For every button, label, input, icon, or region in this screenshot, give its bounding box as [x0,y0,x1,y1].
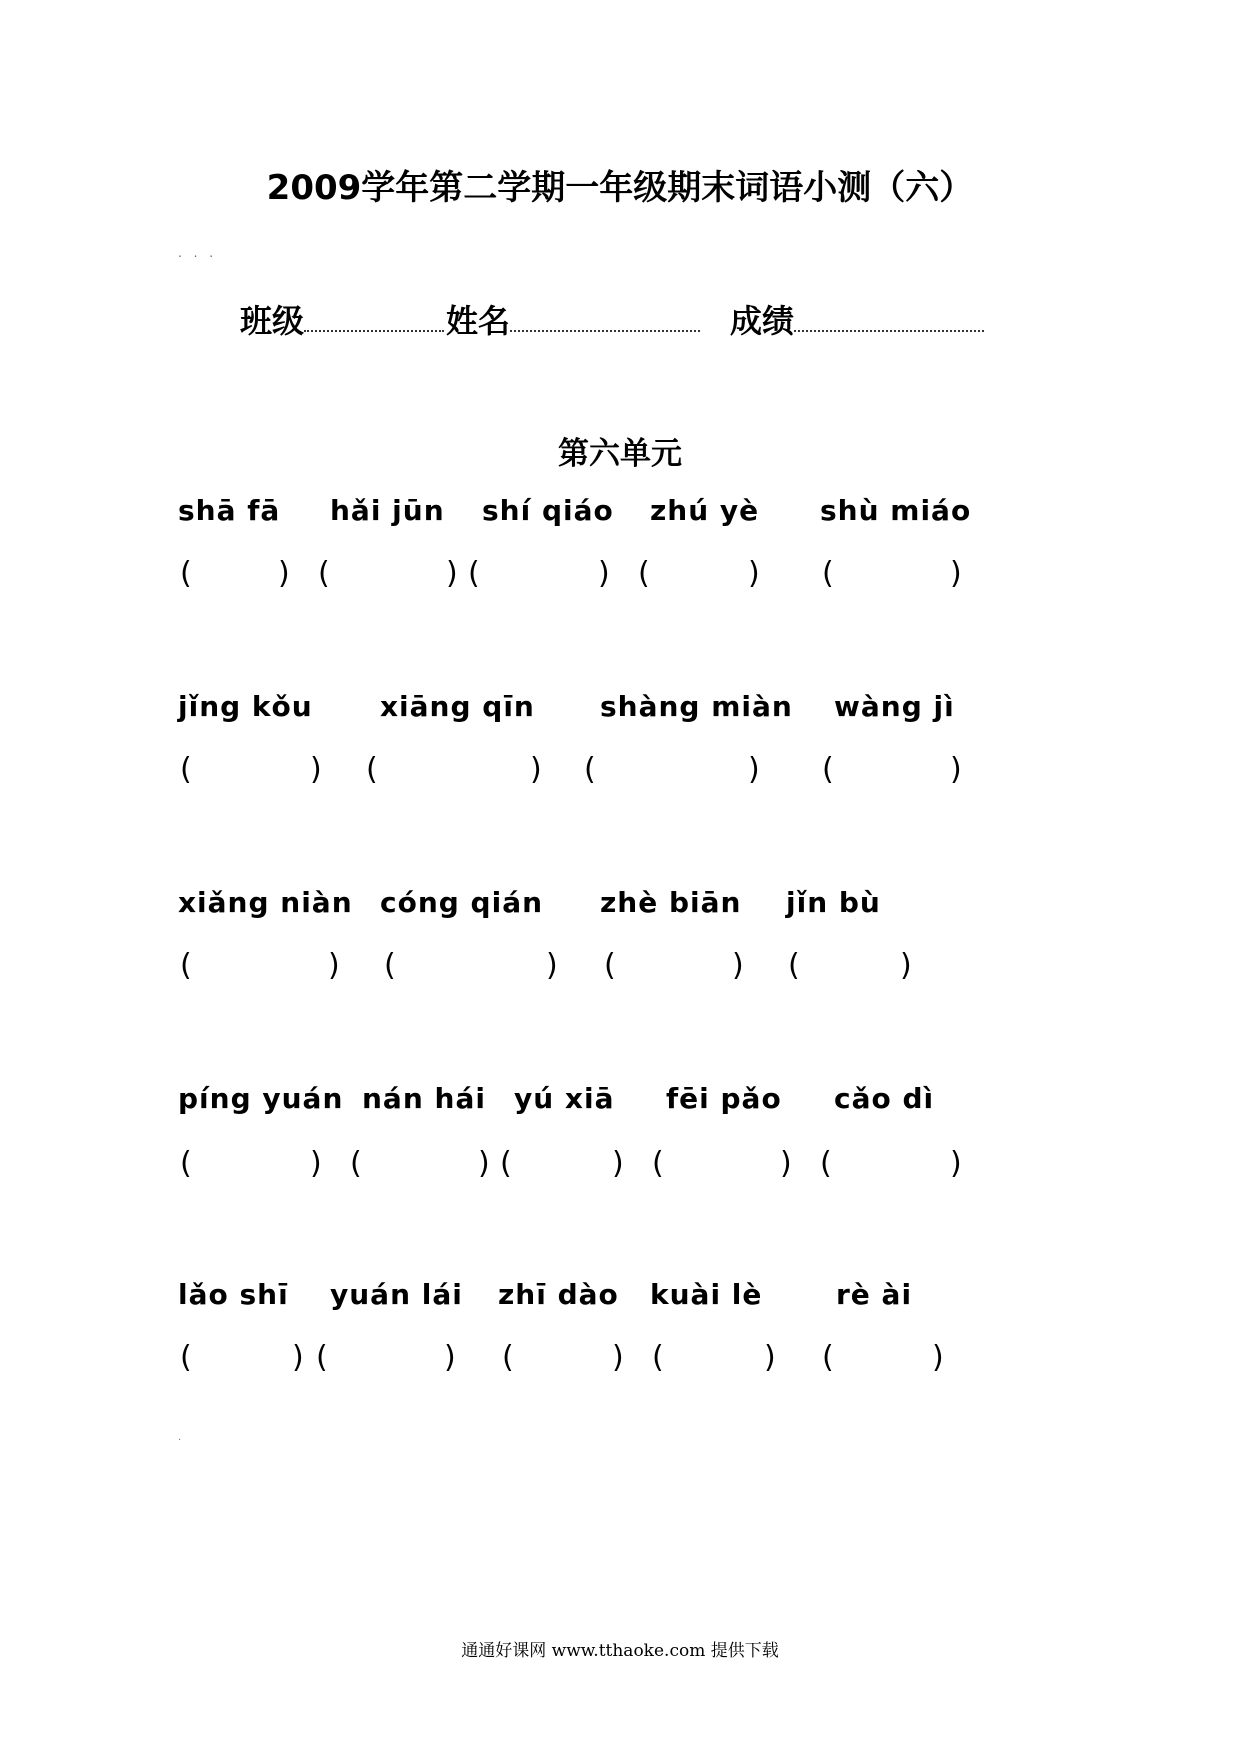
pinyin-word: hǎi jūn [330,494,445,527]
paren-open: ( [350,1146,362,1181]
pinyin-word: zhī dào [498,1278,619,1311]
paren-close: ) [444,1340,456,1375]
page-title: 2009学年第二学期一年级期末词语小测（六） [266,168,974,208]
paren-close: ) [292,1340,304,1375]
paren-open: ( [180,1340,192,1375]
pinyin-word: zhú yè [650,494,760,527]
paren-close: ) [478,1146,490,1181]
class-blank-line[interactable] [304,330,444,332]
pinyin-word: shù miáo [820,494,972,527]
header-dots: . . . [178,246,218,260]
pinyin-word: nán hái [362,1082,486,1115]
footer-text: 通通好课网 www.tthaoke.com 提供下载 [461,1641,779,1661]
paren-open: ( [468,556,480,591]
pinyin-word: xiāng qīn [380,690,535,723]
pinyin-word: cóng qián [380,886,544,919]
paren-open: ( [500,1146,512,1181]
paren-close: ) [780,1146,792,1181]
paren-close: ) [546,948,558,983]
pinyin-word: shàng miàn [600,690,793,723]
unit-title: 第六单元 [558,436,682,472]
paren-close: ) [932,1340,944,1375]
paren-open: ( [180,1146,192,1181]
score-blank-line[interactable] [794,330,984,332]
paren-open: ( [180,752,192,787]
paren-open: ( [652,1146,664,1181]
pinyin-word: wàng jì [834,690,955,723]
paren-open: ( [502,1340,514,1375]
paren-close: ) [310,1146,322,1181]
paren-close: ) [764,1340,776,1375]
paren-close: ) [278,556,290,591]
paren-close: ) [328,948,340,983]
paren-open: ( [788,948,800,983]
paren-open: ( [180,556,192,591]
pinyin-word: shā fā [178,494,281,527]
paren-open: ( [822,752,834,787]
paren-close: ) [732,948,744,983]
paren-close: ) [748,556,760,591]
paren-open: ( [180,948,192,983]
paren-open: ( [584,752,596,787]
pinyin-word: yuán lái [330,1278,463,1311]
paren-close: ) [598,556,610,591]
name-label: 姓名 [446,302,511,340]
score-label: 成绩 [730,302,795,340]
paren-close: ) [950,556,962,591]
paren-close: ) [530,752,542,787]
pinyin-word: xiǎng niàn [178,886,353,919]
pinyin-word: zhè biān [600,886,742,919]
paren-close: ) [612,1146,624,1181]
paren-open: ( [638,556,650,591]
paren-open: ( [366,752,378,787]
paren-open: ( [820,1146,832,1181]
paren-open: ( [822,1340,834,1375]
bottom-mark: . [178,1432,182,1443]
pinyin-word: cǎo dì [834,1082,935,1115]
paren-open: ( [604,948,616,983]
pinyin-word: jǐn bù [786,886,881,919]
paren-open: ( [822,556,834,591]
paren-close: ) [310,752,322,787]
paren-open: ( [384,948,396,983]
pinyin-word: kuài lè [650,1278,763,1311]
pinyin-word: rè ài [836,1278,913,1311]
pinyin-word: píng yuán [178,1082,344,1115]
paren-open: ( [316,1340,328,1375]
paren-close: ) [950,1146,962,1181]
class-label: 班级 [240,302,305,340]
pinyin-word: jǐng kǒu [178,690,313,723]
pinyin-word: fēi pǎo [666,1082,782,1115]
paren-close: ) [748,752,760,787]
paren-close: ) [950,752,962,787]
pinyin-word: shí qiáo [482,494,614,527]
paren-close: ) [900,948,912,983]
pinyin-word: yú xiā [514,1082,615,1115]
name-blank-line[interactable] [510,330,700,332]
paren-open: ( [318,556,330,591]
paren-close: ) [612,1340,624,1375]
pinyin-word: lǎo shī [178,1278,289,1311]
paren-close: ) [446,556,458,591]
paren-open: ( [652,1340,664,1375]
